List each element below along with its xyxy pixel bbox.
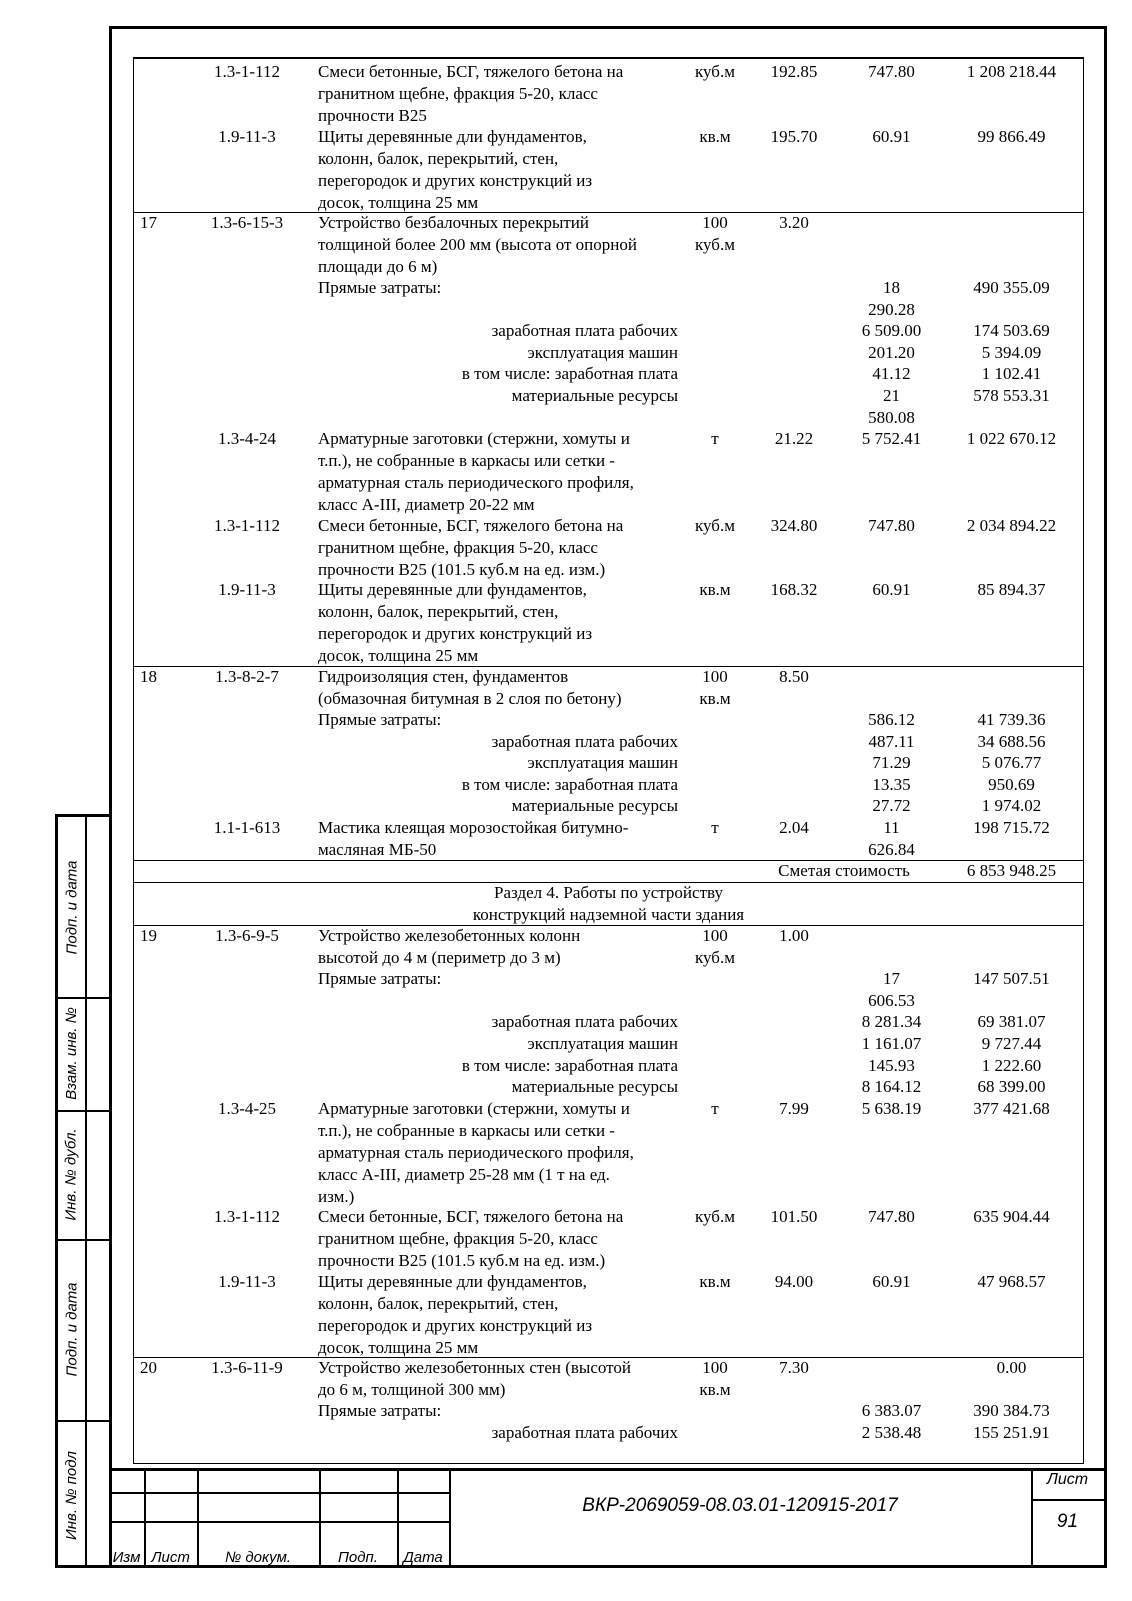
section-title: Раздел 4. Работы по устройству конструкций надземной части здания — [472, 882, 745, 924]
item-code: 1.9-11-3 — [218, 1271, 276, 1291]
item-total: 5 394.09 — [981, 342, 1042, 362]
item-price: 60.91 — [872, 126, 911, 146]
item-description: заработная плата рабочих — [491, 1422, 678, 1442]
item-quantity: 94.00 — [774, 1271, 814, 1291]
stamp-date: Дата — [403, 1549, 443, 1566]
item-description: Арматурные заготовки (стержни, хомуты и т.п.), не собранные в каркасы или сетки - арматурная сталь периодического профиля, класс А-III, диаметр 20-22 мм — [318, 429, 634, 515]
item-total: 490 355.09 — [973, 278, 1050, 297]
table-row — [134, 1076, 1083, 1098]
side-label-orig-inv: Инв. № подл — [63, 1451, 81, 1540]
item-total: 41 739.36 — [977, 710, 1046, 729]
table-row — [134, 320, 1083, 342]
item-description: заработная плата рабочих — [491, 321, 678, 341]
sheet-number: 91 — [1056, 1511, 1079, 1532]
item-code: 1.3-6-9-5 — [215, 926, 279, 945]
estimate-table — [133, 57, 1084, 1464]
side-label-sign-date: Подп. и дата — [63, 860, 80, 954]
item-quantity: 195.70 — [770, 126, 818, 146]
item-unit: 100 куб.м — [695, 213, 735, 255]
item-description: эксплуатация машин — [527, 753, 678, 773]
side-label-dup-inv: Инв. № дубл. — [63, 1128, 80, 1221]
item-total: 47 968.57 — [977, 1271, 1046, 1291]
table-row — [134, 968, 1083, 1011]
subtotal-row — [134, 860, 1083, 882]
item-description: в том числе: заработная плата — [461, 364, 678, 384]
table-row — [134, 1357, 1083, 1400]
item-description: Прямые затраты: — [318, 710, 442, 729]
table-row — [134, 774, 1083, 796]
item-price: 747.80 — [868, 1206, 915, 1226]
table-row — [134, 1055, 1083, 1077]
item-quantity: 21.22 — [774, 429, 814, 449]
item-description: эксплуатация машин — [527, 342, 678, 362]
item-code: 1.3-4-25 — [217, 1098, 277, 1118]
item-code: 1.3-6-11-9 — [211, 1358, 283, 1377]
table-row — [134, 515, 1083, 580]
item-description: Прямые затраты: — [318, 278, 442, 297]
item-unit: куб.м — [695, 62, 735, 81]
item-unit: 100 куб.м — [695, 926, 735, 967]
subtotal-value: 6 853 948.25 — [966, 861, 1057, 881]
item-quantity: 7.30 — [779, 1358, 809, 1377]
item-price: 8 164.12 — [861, 1077, 922, 1097]
item-total: 950.69 — [988, 774, 1035, 794]
item-code: 1.3-1-112 — [214, 515, 280, 535]
item-price: 18 290.28 — [868, 278, 915, 319]
item-quantity: 2.04 — [779, 818, 809, 837]
item-description: Щиты деревянные дли фундаментов, колонн, балок, перекрытий, стен, перегородок и других конструкций из досок, толщина 25 мм — [318, 126, 593, 212]
item-total: 0.00 — [996, 1358, 1027, 1377]
item-unit: т — [711, 818, 719, 837]
table-row — [134, 731, 1083, 753]
item-quantity: 192.85 — [770, 62, 818, 81]
item-number: 20 — [140, 1358, 157, 1377]
item-price: 2 538.48 — [861, 1422, 922, 1442]
item-number: 17 — [140, 213, 157, 233]
item-price: 6 509.00 — [861, 321, 922, 341]
item-code: 1.9-11-3 — [218, 580, 276, 600]
table-row — [134, 363, 1083, 385]
item-description: заработная плата рабочих — [491, 731, 678, 751]
side-stamp — [55, 814, 109, 1568]
item-total: 198 715.72 — [973, 818, 1050, 837]
item-code: 1.3-6-15-3 — [210, 213, 284, 233]
item-quantity: 324.80 — [770, 515, 818, 535]
table-row — [134, 1400, 1083, 1422]
item-description: материальные ресурсы — [511, 796, 678, 816]
table-row — [134, 1422, 1083, 1444]
item-total: 9 727.44 — [981, 1034, 1042, 1053]
item-price: 747.80 — [868, 62, 915, 81]
table-row — [134, 925, 1083, 968]
item-total: 155 251.91 — [973, 1422, 1050, 1442]
table-row — [134, 1098, 1083, 1206]
item-number: 19 — [140, 926, 157, 945]
item-unit: 100 кв.м — [699, 1358, 731, 1399]
item-description: Смеси бетонные, БСГ, тяжелого бетона на гранитном щебне, фракция 5-20, класс прочности В25 — [318, 62, 624, 125]
item-code: 1.3-1-112 — [214, 1206, 280, 1226]
item-number: 18 — [140, 666, 157, 686]
item-price: 5 752.41 — [861, 429, 922, 449]
item-description: Арматурные заготовки (стержни, хомуты и т.п.), не собранные в каркасы или сетки - арматурная сталь периодического профиля, класс А-III, диаметр 25-28 мм (1 т на ед. изм.) — [318, 1098, 634, 1206]
item-price: 201.20 — [868, 342, 915, 362]
table-row — [134, 428, 1083, 514]
table-row — [134, 1271, 1083, 1357]
table-row — [134, 1033, 1083, 1055]
stamp-list: Лист — [151, 1549, 190, 1566]
side-label-replace-inv: Взам. инв. № — [63, 1007, 80, 1100]
item-description: заработная плата рабочих — [491, 1012, 678, 1032]
item-total: 377 421.68 — [973, 1098, 1050, 1118]
item-price: 8 281.34 — [861, 1012, 922, 1032]
table-row — [134, 212, 1083, 277]
item-description: Гидроизоляция стен, фундаментов (обмазочная битумная в 2 слоя по бетону) — [318, 666, 622, 708]
item-price: 586.12 — [868, 710, 915, 729]
item-price: 1 161.07 — [861, 1034, 922, 1053]
item-total: 69 381.07 — [977, 1012, 1046, 1032]
item-quantity: 7.99 — [779, 1098, 809, 1118]
item-total: 2 034 894.22 — [966, 515, 1057, 535]
item-description: Щиты деревянные дли фундаментов, колонн, балок, перекрытий, стен, перегородок и других конструкций из досок, толщина 25 мм — [318, 1271, 593, 1357]
item-price: 27.72 — [872, 796, 911, 816]
item-price: 13.35 — [872, 774, 911, 794]
item-description: в том числе: заработная плата — [461, 774, 678, 794]
item-description: материальные ресурсы — [511, 386, 678, 405]
item-description: Смеси бетонные, БСГ, тяжелого бетона на гранитном щебне, фракция 5-20, класс прочности В25 (101.5 куб.м на ед. изм.) — [318, 515, 624, 579]
item-unit: куб.м — [695, 1206, 735, 1226]
item-quantity: 8.50 — [779, 666, 809, 686]
item-unit: т — [711, 1098, 719, 1118]
stamp-doc: № докум. — [224, 1549, 292, 1566]
item-quantity: 3.20 — [779, 213, 809, 233]
item-price: 747.80 — [868, 515, 915, 535]
side-label-sign-date-2: Подп. и дата — [63, 1282, 80, 1377]
item-price: 41.12 — [872, 364, 911, 384]
item-description: Щиты деревянные дли фундаментов, колонн, балок, перекрытий, стен, перегородок и других конструкций из досок, толщина 25 мм — [318, 580, 593, 666]
item-code: 1.9-11-3 — [218, 126, 276, 146]
item-unit: т — [711, 429, 719, 449]
item-code: 1.3-4-24 — [217, 429, 277, 449]
item-unit: кв.м — [699, 1271, 731, 1291]
item-code: 1.3-8-2-7 — [215, 666, 279, 686]
table-row — [134, 277, 1083, 320]
stamp-sign: Подп. — [338, 1549, 378, 1566]
item-total: 390 384.73 — [973, 1401, 1050, 1421]
item-description: Устройство безбалочных перекрытий толщиной более 200 мм (высота от опорной площади до 6 м) — [318, 213, 637, 277]
item-total: 5 076.77 — [981, 753, 1042, 773]
table-row — [134, 817, 1083, 860]
item-price: 11 626.84 — [868, 818, 915, 859]
document-code: ВКР-2069059-08.03.01-120915-2017 — [582, 1495, 898, 1516]
item-total: 34 688.56 — [977, 731, 1046, 751]
item-quantity: 168.32 — [770, 580, 818, 600]
table-row — [134, 709, 1083, 731]
item-unit: кв.м — [699, 126, 731, 146]
item-price: 6 383.07 — [861, 1401, 922, 1421]
stamp-izm: Изм — [112, 1549, 141, 1566]
item-quantity: 101.50 — [770, 1206, 818, 1226]
item-price: 60.91 — [872, 580, 911, 600]
table-row — [134, 579, 1083, 665]
item-total: 147 507.51 — [973, 969, 1050, 989]
item-code: 1.1-1-613 — [213, 818, 281, 837]
item-code: 1.3-1-112 — [214, 62, 280, 81]
item-description: Мастика клеящая морозостойкая битумно- масляная МБ-50 — [318, 818, 629, 859]
table-row — [134, 342, 1083, 364]
section-header — [134, 882, 1083, 925]
item-total: 85 894.37 — [977, 580, 1046, 600]
item-description: в том числе: заработная плата — [461, 1055, 678, 1075]
item-description: материальные ресурсы — [511, 1077, 678, 1097]
item-total: 1 102.41 — [981, 364, 1042, 384]
item-description: Прямые затраты: — [318, 1401, 442, 1421]
subtotal-label: Сметая стоимость — [778, 861, 910, 881]
table-row — [134, 126, 1083, 212]
item-total: 68 399.00 — [977, 1077, 1046, 1097]
table-row — [134, 666, 1083, 709]
item-price: 17 606.53 — [868, 969, 915, 1011]
item-total: 1 022 670.12 — [966, 429, 1057, 449]
table-row — [134, 1011, 1083, 1033]
item-unit: 100 кв.м — [699, 666, 731, 708]
table-row — [134, 385, 1083, 428]
item-description: Устройство железобетонных стен (высотой до 6 м, толщиной 300 мм) — [318, 1358, 631, 1399]
table-row — [134, 1206, 1083, 1271]
item-total: 174 503.69 — [973, 321, 1050, 341]
table-row — [134, 752, 1083, 774]
item-total: 635 904.44 — [973, 1206, 1050, 1226]
item-total: 578 553.31 — [973, 386, 1050, 405]
item-description: Устройство железобетонных колонн высотой до 4 м (периметр до 3 м) — [318, 926, 581, 967]
item-description: эксплуатация машин — [527, 1034, 678, 1053]
item-price: 60.91 — [872, 1271, 911, 1291]
item-price: 71.29 — [872, 753, 911, 773]
item-quantity: 1.00 — [779, 926, 809, 945]
item-total: 1 208 218.44 — [966, 62, 1057, 81]
table-row — [134, 61, 1083, 126]
item-total: 1 222.60 — [981, 1055, 1042, 1075]
item-unit: куб.м — [695, 515, 735, 535]
sheet-label: Лист — [1046, 1471, 1089, 1488]
item-total: 99 866.49 — [977, 126, 1046, 146]
item-total: 1 974.02 — [981, 796, 1042, 816]
item-unit: кв.м — [699, 580, 731, 600]
item-price: 5 638.19 — [861, 1098, 922, 1118]
table-row — [134, 795, 1083, 817]
item-price: 145.93 — [868, 1055, 915, 1075]
item-price: 21 580.08 — [868, 386, 915, 427]
item-description: Прямые затраты: — [318, 969, 442, 989]
item-price: 487.11 — [868, 731, 915, 751]
title-block — [109, 1468, 1107, 1568]
item-description: Смеси бетонные, БСГ, тяжелого бетона на гранитном щебне, фракция 5-20, класс прочности В25 (101.5 куб.м на ед. изм.) — [318, 1206, 624, 1270]
